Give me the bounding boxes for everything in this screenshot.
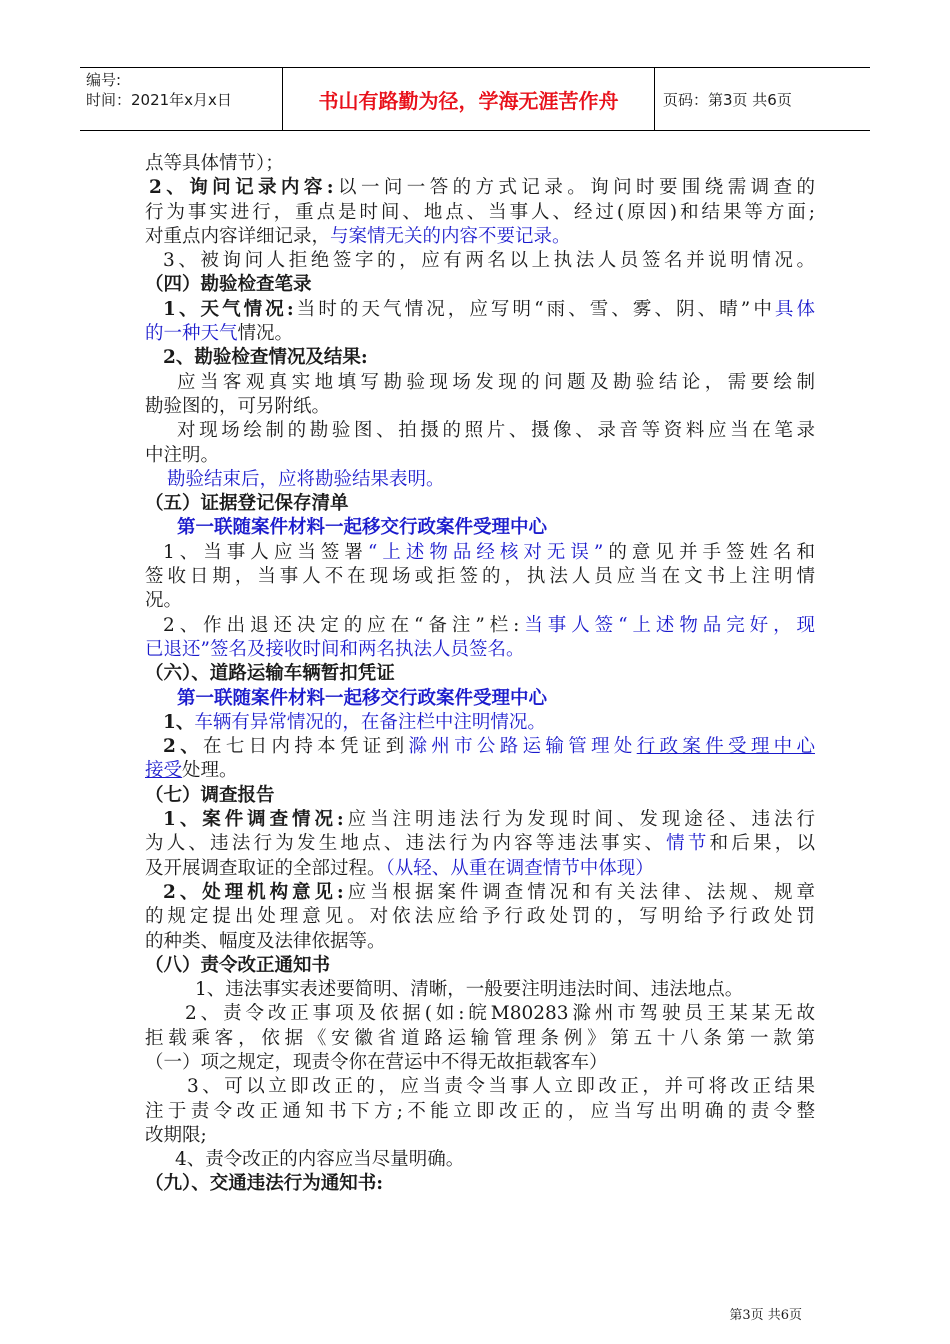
text-line: 对重点内容详细记录，与案情无关的内容不要记录。 (145, 225, 571, 247)
text-line: 已退还”签名及接收时间和两名执法人员签名。 (145, 638, 525, 660)
note-line: 第一联随案件材料一起移交行政案件受理中心 (177, 687, 548, 709)
section-heading: （六）、道路运输车辆暂扣凭证 (145, 663, 395, 685)
text-line: 3、被询问人拒绝签字的，应有两名以上执法人员签名并说明情况。 (163, 250, 815, 272)
section-heading: （四）勘验检查笔录 (145, 274, 312, 296)
text-line: 2、处理机构意见:应当根据案件调查情况和有关法律、法规、规章 (163, 881, 815, 903)
text-line: 2、作出退还决定的应在“备注”栏:当事人签“上述物品完好，现 (163, 614, 816, 636)
subsection-heading: 2、勘验检查情况及结果: (163, 347, 368, 369)
header-number: 编号: (86, 71, 122, 89)
section-heading: （九）、交通违法行为通知书: (145, 1173, 384, 1195)
text-line: 行为事实进行，重点是时间、地点、当事人、经过(原因)和结果等方面; (145, 201, 815, 223)
text-line: 勘验结束后，应将勘验结果表明。 (167, 468, 445, 490)
text-line: 的规定提出处理意见。对依法应给予行政处罚的，写明给予行政处罚 (145, 906, 815, 928)
text-line: 2、责令改正事项及依据(如:皖M80283滁州市驾驶员王某某无故 (185, 1003, 815, 1025)
note-line: 第一联随案件材料一起移交行政案件受理中心 (177, 517, 548, 539)
text-line: 勘验图的，可另附纸。 (145, 395, 331, 417)
text-line: 2、在七日内持本凭证到滁州市公路运输管理处行政案件受理中心 (163, 736, 815, 758)
header-slogan: 书山有路勤为径，学海无涯苦作舟 (283, 68, 655, 130)
header-date: 时间：2021年x月x日 (86, 91, 232, 109)
text-line: 签收日期，当事人不在现场或拒签的，执法人员应当在文书上注明情 (145, 566, 815, 588)
text-line: 点等具体情节）； (145, 153, 284, 174)
text-line: 1、当事人应当签署“上述物品经核对无误”的意见并手签姓名和 (163, 541, 815, 563)
text-line: （一）项之规定，现责令你在营运中不得无故拒载客车） (145, 1051, 608, 1073)
text-line: 为人、违法行为发生地点、违法行为内容等违法事实、情节和后果，以 (145, 833, 815, 855)
document-body (145, 152, 815, 1197)
text-line: 中注明。 (145, 444, 220, 466)
text-line: 1、违法事实表述要简明、清晰，一般要注明违法时间、违法地点。 (195, 979, 744, 1001)
header-page-number: 页码：第3页 共6页 (663, 90, 792, 109)
text-line: 4、责令改正的内容应当尽量明确。 (175, 1149, 465, 1171)
section-heading: （七）调查报告 (145, 784, 275, 806)
text-line: 的种类、幅度及法律依据等。 (145, 930, 386, 952)
text-line: 1、车辆有异常情况的，在备注栏中注明情况。 (163, 711, 546, 733)
text-line: 应当客观真实地填写勘验现场发现的问题及勘验结论，需要绘制 (177, 371, 815, 393)
page-header (80, 67, 870, 131)
text-line: 注于责令改正通知书下方;不能立即改正的，应当写出明确的责令整 (145, 1100, 815, 1122)
page-footer: 第3页 共6页 (729, 1308, 802, 1323)
text-line: 及开展调查取证的全部过程。（从轻、从重在调查情节中体现） (145, 857, 654, 879)
text-line: 3、可以立即改正的，应当责令当事人立即改正，并可将改正结果 (187, 1076, 815, 1098)
section-heading: （五）证据登记保存清单 (145, 493, 349, 515)
text-line: 2、询问记录内容:以一问一答的方式记录。询问时要围绕需调查的 (149, 177, 815, 199)
text-line: 的一种天气情况。 (145, 323, 294, 345)
text-line: 改期限; (145, 1124, 207, 1146)
text-line: 1、天气情况:当时的天气情况，应写明“雨、雪、雾、阴、晴”中具体 (163, 298, 815, 320)
text-line: 对现场绘制的勘验图、拍摄的照片、摄像、录音等资料应当在笔录 (177, 420, 815, 442)
header-meta (80, 68, 283, 130)
text-line: 况。 (145, 590, 183, 612)
section-heading: （八）责令改正通知书 (145, 954, 331, 976)
text-line: 接受处理。 (145, 760, 238, 782)
text-line: 拒载乘客，依据《安徽省道路运输管理条例》第五十八条第一款第 (145, 1027, 815, 1049)
text-line: 1、案件调查情况:应当注明违法行为发现时间、发现途径、违法行 (163, 809, 815, 831)
